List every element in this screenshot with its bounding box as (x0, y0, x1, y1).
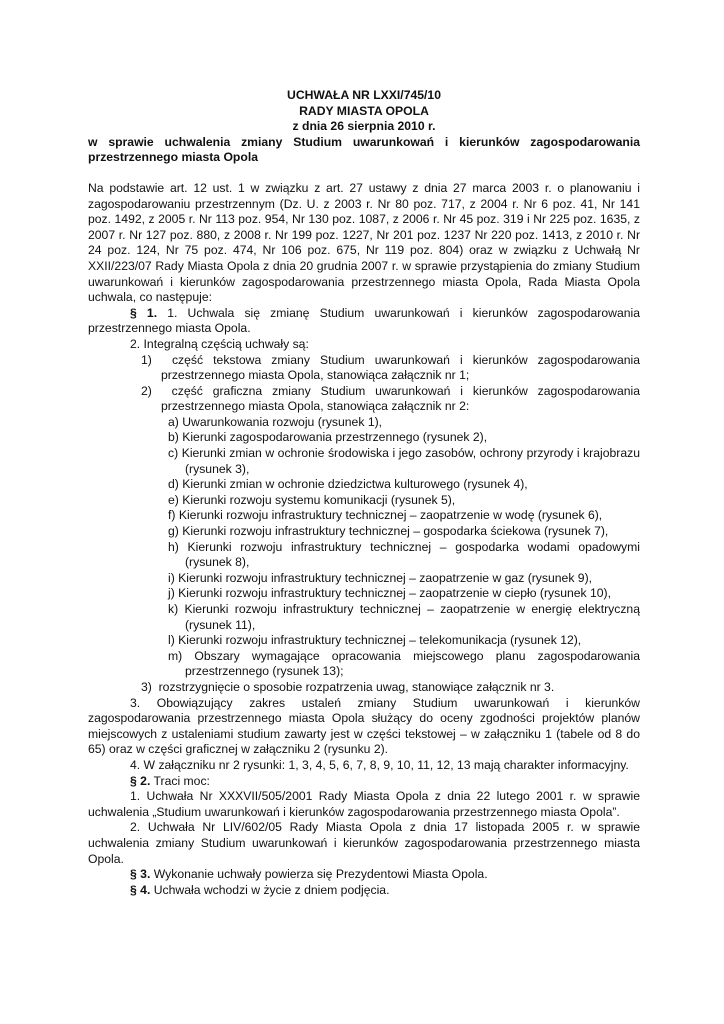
sub-item-m: m) Obszary wymagające opracowania miejscowego planu zagospodarowania przestrzennego (rysunek 13); (168, 648, 640, 679)
section-3-text: Wykonanie uchwały powierza się Prezydentowi Miasta Opola. (153, 867, 488, 882)
section-1-para-2: 2. Integralną częścią uchwały są: (130, 336, 309, 351)
sub-item-j: j) Kierunki rozwoju infrastruktury technicznej – zaopatrzenie w ciepło (rysunek 10), (168, 586, 612, 601)
sub-item-h: h) Kierunki rozwoju infrastruktury technicznej – gospodarka wodami opadowymi (rysunek 8), (168, 539, 640, 570)
section-2-para-1: 1. Uchwała Nr XXXVII/505/2001 Rady Miasta Opola z dnia 22 lutego 2001 r. w sprawie uchwalenia „Studium uwarunkowań i kierunków zagospodarowania przestrzennego miasta Opola”. (88, 789, 640, 819)
section-4-mark: § 4. (130, 882, 151, 897)
section-1-para-3: 3. Obowiązujący zakres ustaleń zmiany Studium uwarunkowań i kierunków zagospodarowania przestrzennego miasta Opola służący do oceny zgodności projektów planów miejscowych z ustaleniami studium zawarty jest w części tekstowej – w załączniku 1 (tabele od 8 do 65) oraz w części graficznej w załączniku 2 (rysunku 2). (88, 695, 640, 757)
section-3-mark: § 3. (130, 867, 151, 882)
resolution-date: z dnia 26 sierpnia 2010 r. (292, 119, 436, 134)
section-4-text: Uchwała wchodzi w życie z dniem podjęcia. (153, 882, 390, 897)
section-2-para-2: 2. Uchwała Nr LIV/602/05 Rady Miasta Opola z dnia 17 listopada 2005 r. w sprawie uchwalenia zmiany Studium uwarunkowań i kierunków zagospodarowania przestrzennego miasta Opola. (88, 820, 640, 866)
sub-item-d: d) Kierunki zmian w ochronie dziedzictwa kulturowego (rysunek 4), (168, 477, 528, 492)
section-1-para-1 (88, 306, 640, 337)
council-name: RADY MIASTA OPOLA (299, 103, 429, 118)
section-3 (88, 867, 640, 883)
list-item-3: 3) rozstrzygnięcie o sposobie rozpatrzenia uwag, stanowiące załącznik nr 3. (141, 679, 555, 694)
sub-item-c: c) Kierunki zmian w ochronie środowiska i jego zasobów, ochrony przyrody i krajobrazu (rysunek 3), (168, 446, 640, 476)
resolution-number: UCHWAŁA NR LXXI/745/10 (287, 88, 441, 102)
section-2-mark: § 2. (130, 773, 151, 788)
section-2-text: Traci moc: (153, 773, 210, 788)
sub-item-i: i) Kierunki rozwoju infrastruktury technicznej – zaopatrzenie w gaz (rysunek 9), (168, 570, 593, 585)
section-1-mark: § 1. (130, 305, 158, 320)
section-2-intro (88, 774, 640, 790)
section-1-para-4: 4. W załączniku nr 2 rysunki: 1, 3, 4, 5, 6, 7, 8, 9, 10, 11, 12, 13 mają charakter informacyjny. (130, 757, 629, 772)
sub-item-k: k) Kierunki rozwoju infrastruktury technicznej – zaopatrzenie w energię elektryczną (rysunek 11), (168, 602, 640, 632)
sub-item-l: l) Kierunki rozwoju infrastruktury technicznej – telekomunikacja (rysunek 12), (168, 633, 582, 648)
sub-item-f: f) Kierunki rozwoju infrastruktury technicznej – zaopatrzenie w wodę (rysunek 6), (168, 508, 603, 523)
sub-item-a: a) Uwarunkowania rozwoju (rysunek 1), (168, 414, 383, 429)
preamble: Na podstawie art. 12 ust. 1 w związku z art. 27 ustawy z dnia 27 marca 2003 r. o planowaniu i zagospodarowaniu przestrzennym (Dz. U. z 2003 r. Nr 80 poz. 717, z 2004 r. Nr 6 poz. 41, Nr 141 poz. 1492, z 2005 r. Nr 113 poz. 954, Nr 130 poz. 1087, z 2006 r. Nr 45 poz. 319 i Nr 225 poz. 1635, z 2007 r. Nr 127 poz. 880, z 2008 r. Nr 199 poz. 1227, Nr 201 poz. 1237 Nr 220 poz. 1413, z 2010 r. Nr 24 poz. 124, Nr 75 poz. 474, Nr 106 poz. 675, Nr 119 poz. 804) oraz w związku z Uchwałą Nr XXII/223/07 Rady Miasta Opola z dnia 20 grudnia 2007 r. w sprawie przystąpienia do zmiany Studium uwarunkowań i kierunków zagospodarowania przestrzennego miasta Opola, Rada Miasta Opola uchwala, co następuje: (88, 180, 640, 305)
list-item-2: 2) część graficzna zmiany Studium uwarunkowań i kierunków zagospodarowania przestrzennego miasta Opola, stanowiąca załącznik nr 2: (141, 383, 640, 414)
resolution-subject: w sprawie uchwalenia zmiany Studium uwarunkowań i kierunków zagospodarowania przestrzennego miasta Opola (88, 134, 640, 165)
sub-item-e: e) Kierunki rozwoju systemu komunikacji (rysunek 5), (168, 492, 456, 507)
list-item-1: 1) część tekstowa zmiany Studium uwarunkowań i kierunków zagospodarowania przestrzennego miasta Opola, stanowiąca załącznik nr 1; (141, 352, 640, 383)
sub-item-b: b) Kierunki zagospodarowania przestrzennego (rysunek 2), (168, 430, 488, 445)
section-1-para-1-text: 1. Uchwala się zmianę Studium uwarunkowań i kierunków zagospodarowania przestrzennego miasta Opola. (88, 305, 640, 336)
section-4 (88, 883, 640, 899)
sub-item-g: g) Kierunki rozwoju infrastruktury technicznej – gospodarka ściekowa (rysunek 7), (168, 524, 609, 539)
